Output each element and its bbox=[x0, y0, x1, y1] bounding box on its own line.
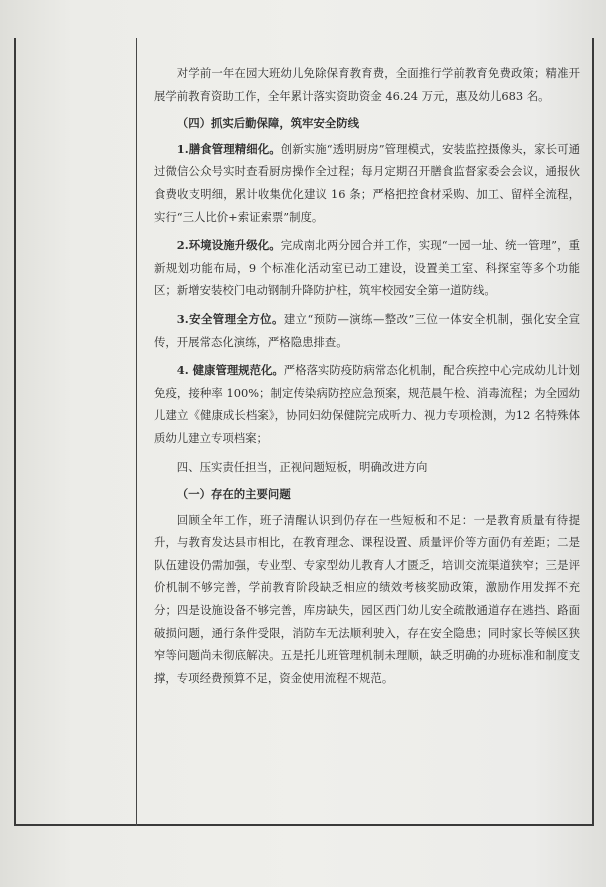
item-safety-lead: 3.安全管理全方位。 bbox=[176, 311, 284, 326]
item-meal-lead: 1.膳食管理精细化。 bbox=[176, 141, 281, 156]
paragraph-fee-policy: 对学前一年在园大班幼儿免除保育教育费，全面推行学前教育免费政策；精准开展学前教育资助工作，全年累计落实资助资金 46.24 万元，惠及幼儿683 名。 bbox=[154, 66, 580, 103]
item-facilities-body: 完成南北两分园合并工作，实现“一园一址、统一管理”，重新规划功能布局，9 个标准化活动室已动工建设，设置美工室、科探室等多个功能区；新增安装校门电动钢制升降防护柱，筑牢校园安全第一道防线。 bbox=[154, 238, 580, 298]
item-health-body: 严格落实防疫防病常态化机制，配合疾控中心完成幼儿计划免疫，接种率 100%；制定传染病防控应急预案，规范晨午检、消毒流程；为全园幼儿建立《健康成长档案》，协同妇幼保健院完成听力、视力专项检测，为12 名特殊体质幼儿建立专项档案； bbox=[154, 363, 580, 445]
heading-logistics: （四）抓实后勤保障，筑牢安全防线 bbox=[176, 116, 360, 131]
item-meal-management bbox=[154, 138, 580, 228]
column-divider bbox=[136, 38, 137, 826]
item-safety-body: 建立“预防—演练—整改”三位一体安全机制，强化安全宣传，开展常态化演练，严格隐患排查。 bbox=[154, 311, 580, 349]
section-four-heading: 四、压实责任担当，正视问题短板，明确改进方向 bbox=[176, 459, 428, 474]
subsection-problems-heading: （一）存在的主要问题 bbox=[176, 487, 291, 502]
document-body bbox=[154, 62, 580, 689]
item-health bbox=[154, 359, 580, 449]
item-safety bbox=[154, 308, 580, 353]
item-facilities bbox=[154, 234, 580, 302]
item-meal-body: 创新实施“透明厨房”管理模式，安装监控摄像头，家长可通过微信公众号实时查看厨房操作全过程；每月定期召开膳食监督家委会会议，通报伙食费收支明细，累计收集优化建议 16 条；严格把控食材采购、加工、留样全流程，实行“三人比价+索证索票”制度。 bbox=[154, 141, 580, 224]
item-facilities-lead: 2.环境设施升级化。 bbox=[176, 238, 281, 253]
paragraph-problems: 回顾全年工作，班子清醒认识到仍存在一些短板和不足：一是教育质量有待提升，与教育发达县市相比，在教育理念、课程设置、质量评价等方面仍有差距；二是队伍建设仍需加强，专业型、专家型幼儿教育人才匮乏，培训交流渠道狭窄；三是评价机制不够完善，学前教育阶段缺乏相应的绩效考核奖励政策，激励作用发挥不充分；四是设施设备不够完善，库房缺失，园区西门幼儿安全疏散通道存在逃挡、路面破损问题，通行条件受限，消防车无法顺利驶入，存在安全隐患；同时家长等候区狭窄等问题尚未彻底解决。五是托儿班管理机制未理顺，缺乏明确的办班标准和制度支撑，专项经费预算不足，资金使用流程不规范。 bbox=[154, 512, 580, 685]
item-health-lead: 4. 健康管理规范化。 bbox=[176, 363, 284, 378]
